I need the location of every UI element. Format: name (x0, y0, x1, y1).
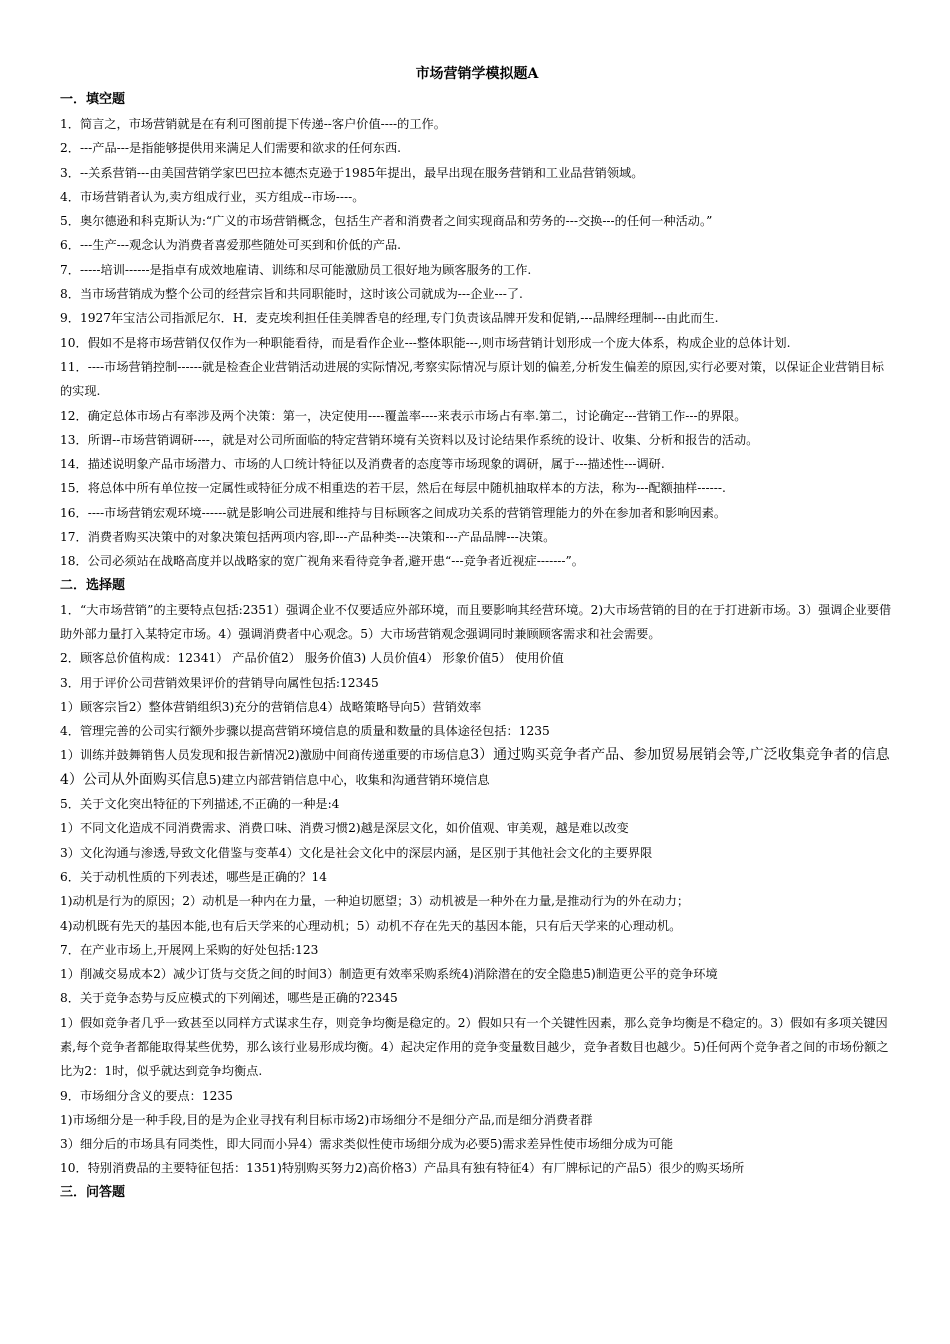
choice-item: 3．用于评价公司营销效果评价的营销导向属性包括:12345 (60, 675, 379, 690)
choice-item: 3）细分后的市场具有同类性，即大同而小异4）需求类似性使市场细分成为必要5)需求差异性使市场细分成为可能 (60, 1137, 674, 1152)
fill-item: 4．市场营销者认为,卖方组成行业，买方组成--市场----。 (60, 189, 365, 204)
fill-item: 15．将总体中所有单位按一定属性或特征分成不相重迭的若干层，然后在每层中随机抽取样本的方法，称为---配额抽样------. (60, 481, 726, 496)
fill-item: 2．---产品---是指能够提供用来满足人们需要和欲求的任何东西. (60, 141, 402, 156)
fill-item: 16．----市场营销宏观环境------就是影响公司进展和维持与目标顾客之间成功关系的营销管理能力的外在参加者和影响因素。 (60, 505, 727, 520)
fill-item: 12．确定总体市场占有率涉及两个决策：第一，决定使用----覆盖率----来表示市场占有率.第二，讨论确定---营销工作---的界限。 (60, 408, 747, 423)
section-heading-fill-in: 一．填空题 (60, 92, 126, 107)
fill-item: 5．奥尔德逊和科克斯认为:“广义的市场营销概念，包括生产者和消费者之间实现商品和劳务的---交换---的任何一种活动。” (60, 214, 713, 229)
choice-item-mixed (60, 743, 894, 792)
fill-item: 13．所谓--市场营销调研----，就是对公司所面临的特定营销环境有关资料以及讨论结果作系统的设计、收集、分析和报告的活动。 (60, 432, 759, 447)
fill-item: 6．---生产---观念认为消费者喜爱那些随处可买到和价低的产品. (60, 238, 402, 253)
choice-item: 1）不同文化造成不同消费需求、消费口味、消费习惯2)越是深层文化，如价值观、审美观，越是难以改变 (60, 821, 629, 836)
choice-item: 1）顾客宗旨2）整体营销组织3)充分的营销信息4）战略策略导向5）营销效率 (60, 699, 482, 714)
choice-item-part: 1）训练并鼓舞销售人员发现和报告新情况2)激励中间商传递重要的市场信息 (60, 748, 471, 763)
choice-item-part-large: 3）通过购买竞争者产品、参加贸易展销会等,广泛收集竞争者的信息4）公司从外面购买信息 (60, 747, 890, 788)
choice-item: 3）文化沟通与渗透,导致文化借鉴与变革4）文化是社会文化中的深层内涵，是区别于其他社会文化的主要界限 (60, 845, 653, 860)
section-heading-qa: 三．问答题 (60, 1184, 126, 1200)
choice-item-part: 5)建立内部营销信息中心，收集和沟通营销环境信息 (208, 772, 490, 787)
choice-item: 2．顾客总价值构成：12341） 产品价值2） 服务价值3) 人员价值4） 形象价值5） 使用价值 (60, 651, 564, 666)
fill-item: 1．简言之，市场营销就是在有利可图前提下传递--客户价值----的工作。 (60, 117, 446, 131)
document-title: 市场营销学模拟题A (415, 66, 539, 82)
choice-item: 1)市场细分是一种手段,目的是为企业寻找有利目标市场2)市场细分不是细分产品,而是细分消费者群 (60, 1112, 593, 1127)
choice-item: 4．管理完善的公司实行额外步骤以提高营销环境信息的质量和数量的具体途径包括：1235 (60, 724, 550, 739)
choice-item: 1)动机是行为的原因；2）动机是一种内在力量，一种迫切愿望；3）动机被是一种外在力量,是推动行为的外在动力； (60, 894, 690, 909)
fill-item: 10．假如不是将市场营销仅仅作为一种职能看待，而是看作企业---整体职能---,则市场营销计划形成一个庞大体系，构成企业的总体计划. (60, 335, 791, 350)
choice-item: 1）假如竞争者几乎一致甚至以同样方式谋求生存，则竞争均衡是稳定的。2）假如只有一个关键性因素，那么竞争均衡是不稳定的。3）假如有多项关键因素,每个竞争者都能取得某些优势，那么该行业易形成均衡。4）起决定作用的竞争变量数目越少，竞争者数目也越少。5)任何两个竞争者之间的市场份额之比为2：1时，似乎就达到竞争均衡点. (60, 1015, 889, 1079)
choice-item: 1．“大市场营销”的主要特点包括:2351）强调企业不仅要适应外部环境，而且要影响其经营环境。2)大市场营销的目的在于打进新市场。3）强调企业要借助外部力量打入某特定市场。4）强调消费者中心观念。5）大市场营销观念强调同时兼顾顾客需求和社会需要。 (60, 602, 892, 641)
fill-item: 11．----市场营销控制------就是检查企业营销活动进展的实际情况,考察实际情况与原计划的偏差,分析发生偏差的原因,实行必要对策，以保证企业营销目标的实现. (60, 359, 884, 399)
section-heading-choice: 二．选择题 (60, 577, 126, 593)
fill-item: 17．消费者购买决策中的对象决策包括两项内容,即---产品种类---决策和---产品品牌---决策。 (60, 530, 556, 545)
choice-item: 6．关于动机性质的下列表述，哪些是正确的？14 (60, 869, 328, 884)
fill-item: 7．-----培训------是指卓有成效地雇请、训练和尽可能激励员工很好地为顾客服务的工作. (60, 262, 532, 277)
choice-item: 8．关于竞争态势与反应模式的下列阐述，哪些是正确的?2345 (60, 991, 398, 1006)
choice-item: 1）削减交易成本2）减少订货与交货之间的时间3）制造更有效率采购系统4)消除潜在的安全隐患5)制造更公平的竞争环境 (60, 967, 718, 982)
choice-item: 5．关于文化突出特征的下列描述,不正确的一种是:4 (60, 797, 340, 812)
choice-item: 10．特别消费品的主要特征包括：1351)特别购买努力2)高价格3）产品具有独有特征4）有厂牌标记的产品5）很少的购买场所 (60, 1161, 745, 1176)
choice-item: 9．市场细分含义的要点：1235 (60, 1088, 233, 1103)
choice-item: 7．在产业市场上,开展网上采购的好处包括:123 (60, 942, 319, 957)
document-page (60, 64, 894, 1205)
fill-item: 3．--关系营销---由美国营销学家巴巴拉本德杰克逊于1985年提出，最早出现在服务营销和工业品营销领域。 (60, 165, 644, 180)
fill-item: 18．公司必须站在战略高度并以战略家的宽广视角来看待竞争者,避开患“---竞争者近视症-------”。 (60, 554, 584, 569)
fill-item: 9．1927年宝洁公司指派尼尔．H．麦克埃利担任佳美牌香皂的经理,专门负责该品牌开发和促销,---品牌经理制---由此而生. (60, 311, 719, 326)
fill-item: 8．当市场营销成为整个公司的经营宗旨和共同职能时，这时该公司就成为---企业---了. (60, 287, 523, 302)
fill-item: 14．描述说明象产品市场潜力、市场的人口统计特征以及消费者的态度等市场现象的调研，属于---描述性---调研. (60, 457, 665, 472)
choice-item: 4)动机既有先天的基因本能,也有后天学来的心理动机；5）动机不存在先天的基因本能，只有后天学来的心理动机。 (60, 918, 682, 933)
